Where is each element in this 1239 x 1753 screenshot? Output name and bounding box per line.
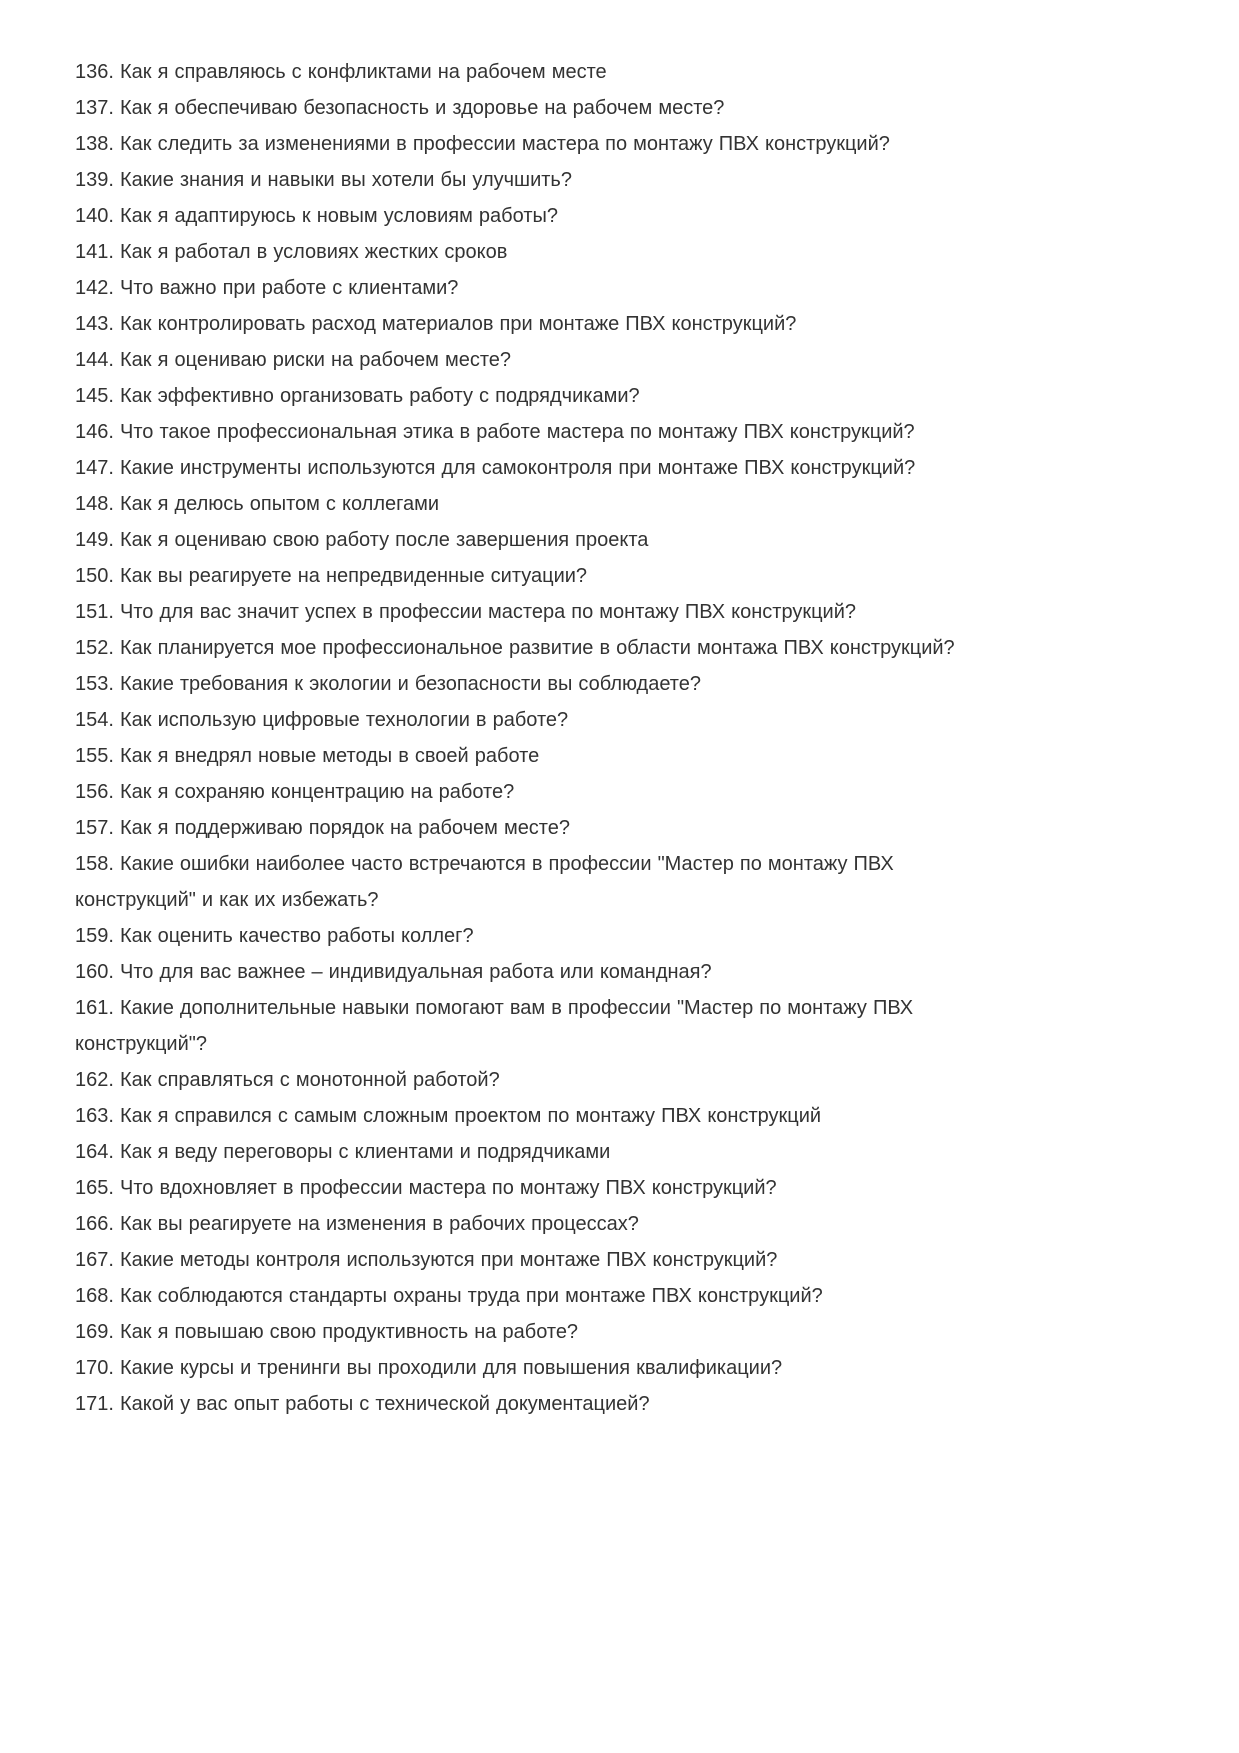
item-text: Как я справился с самым сложным проектом по монтажу ПВХ конструкций bbox=[120, 1105, 822, 1127]
item-number: 171. bbox=[75, 1393, 114, 1415]
list-item bbox=[75, 198, 960, 234]
list-item bbox=[75, 954, 960, 990]
item-number: 167. bbox=[75, 1249, 114, 1271]
item-text: Как я внедрял новые методы в своей работе bbox=[120, 745, 540, 767]
list-item bbox=[75, 306, 960, 342]
item-text: Какие дополнительные навыки помогают вам в профессии "Мастер по монтажу ПВХ конструкций"? bbox=[75, 997, 914, 1055]
item-number: 165. bbox=[75, 1177, 114, 1199]
list-item bbox=[75, 342, 960, 378]
list-item bbox=[75, 918, 960, 954]
item-number: 151. bbox=[75, 601, 114, 623]
item-text: Что для вас значит успех в профессии мастера по монтажу ПВХ конструкций? bbox=[120, 601, 857, 623]
item-number: 145. bbox=[75, 385, 114, 407]
list-item bbox=[75, 1278, 960, 1314]
item-number: 157. bbox=[75, 817, 114, 839]
list-item bbox=[75, 846, 960, 918]
item-number: 168. bbox=[75, 1285, 114, 1307]
list-item bbox=[75, 702, 960, 738]
item-number: 141. bbox=[75, 241, 114, 263]
item-number: 166. bbox=[75, 1213, 114, 1235]
list-item bbox=[75, 1386, 960, 1422]
item-number: 144. bbox=[75, 349, 114, 371]
question-list bbox=[75, 54, 960, 1422]
item-text: Какие курсы и тренинги вы проходили для повышения квалификации? bbox=[120, 1357, 783, 1379]
item-text: Какие методы контроля используются при монтаже ПВХ конструкций? bbox=[120, 1249, 778, 1271]
item-number: 162. bbox=[75, 1069, 114, 1091]
item-text: Как я делюсь опытом с коллегами bbox=[120, 493, 440, 515]
item-text: Какие инструменты используются для самоконтроля при монтаже ПВХ конструкций? bbox=[120, 457, 916, 479]
item-number: 142. bbox=[75, 277, 114, 299]
item-number: 137. bbox=[75, 97, 114, 119]
list-item bbox=[75, 234, 960, 270]
list-item bbox=[75, 90, 960, 126]
list-item bbox=[75, 1098, 960, 1134]
item-text: Как я поддерживаю порядок на рабочем месте? bbox=[120, 817, 570, 839]
list-item bbox=[75, 270, 960, 306]
item-text: Как я оцениваю свою работу после завершения проекта bbox=[120, 529, 649, 551]
list-item bbox=[75, 738, 960, 774]
list-item bbox=[75, 162, 960, 198]
item-number: 156. bbox=[75, 781, 114, 803]
item-number: 152. bbox=[75, 637, 114, 659]
list-item bbox=[75, 1134, 960, 1170]
item-text: Как соблюдаются стандарты охраны труда при монтаже ПВХ конструкций? bbox=[120, 1285, 823, 1307]
item-text: Как планируется мое профессиональное развитие в области монтажа ПВХ конструкций? bbox=[120, 637, 955, 659]
list-item bbox=[75, 54, 960, 90]
item-text: Что важно при работе с клиентами? bbox=[120, 277, 459, 299]
item-number: 155. bbox=[75, 745, 114, 767]
item-number: 140. bbox=[75, 205, 114, 227]
item-text: Какой у вас опыт работы с технической документацией? bbox=[120, 1393, 650, 1415]
item-number: 136. bbox=[75, 61, 114, 83]
item-number: 143. bbox=[75, 313, 114, 335]
item-number: 147. bbox=[75, 457, 114, 479]
item-number: 170. bbox=[75, 1357, 114, 1379]
item-number: 146. bbox=[75, 421, 114, 443]
item-text: Как контролировать расход материалов при монтаже ПВХ конструкций? bbox=[120, 313, 797, 335]
list-item bbox=[75, 810, 960, 846]
item-number: 138. bbox=[75, 133, 114, 155]
list-item bbox=[75, 594, 960, 630]
item-text: Какие требования к экологии и безопасности вы соблюдаете? bbox=[120, 673, 701, 695]
list-item bbox=[75, 126, 960, 162]
item-number: 159. bbox=[75, 925, 114, 947]
item-number: 153. bbox=[75, 673, 114, 695]
item-number: 163. bbox=[75, 1105, 114, 1127]
item-number: 150. bbox=[75, 565, 114, 587]
item-text: Как эффективно организовать работу с подрядчиками? bbox=[120, 385, 640, 407]
list-item bbox=[75, 1062, 960, 1098]
list-item bbox=[75, 558, 960, 594]
item-text: Как я повышаю свою продуктивность на работе? bbox=[120, 1321, 579, 1343]
list-item bbox=[75, 450, 960, 486]
item-number: 161. bbox=[75, 997, 114, 1019]
list-item bbox=[75, 1314, 960, 1350]
list-item bbox=[75, 774, 960, 810]
item-text: Как я адаптируюсь к новым условиям работы? bbox=[120, 205, 558, 227]
item-text: Как я обеспечиваю безопасность и здоровье на рабочем месте? bbox=[120, 97, 725, 119]
list-item bbox=[75, 486, 960, 522]
list-item bbox=[75, 1350, 960, 1386]
item-text: Какие знания и навыки вы хотели бы улучшить? bbox=[120, 169, 572, 191]
item-number: 160. bbox=[75, 961, 114, 983]
list-item bbox=[75, 630, 960, 666]
list-item bbox=[75, 666, 960, 702]
item-text: Как следить за изменениями в профессии мастера по монтажу ПВХ конструкций? bbox=[120, 133, 890, 155]
item-number: 139. bbox=[75, 169, 114, 191]
list-item bbox=[75, 414, 960, 450]
item-text: Как вы реагируете на изменения в рабочих процессах? bbox=[120, 1213, 639, 1235]
item-text: Что такое профессиональная этика в работе мастера по монтажу ПВХ конструкций? bbox=[120, 421, 915, 443]
item-text: Как я веду переговоры с клиентами и подрядчиками bbox=[120, 1141, 611, 1163]
item-text: Как справляться с монотонной работой? bbox=[120, 1069, 500, 1091]
item-text: Как я работал в условиях жестких сроков bbox=[120, 241, 508, 263]
item-text: Что вдохновляет в профессии мастера по монтажу ПВХ конструкций? bbox=[120, 1177, 777, 1199]
list-item bbox=[75, 1206, 960, 1242]
item-number: 149. bbox=[75, 529, 114, 551]
item-text: Как оценить качество работы коллег? bbox=[120, 925, 474, 947]
item-number: 148. bbox=[75, 493, 114, 515]
item-number: 154. bbox=[75, 709, 114, 731]
list-item bbox=[75, 378, 960, 414]
item-text: Как вы реагируете на непредвиденные ситуации? bbox=[120, 565, 588, 587]
item-number: 164. bbox=[75, 1141, 114, 1163]
list-item bbox=[75, 1170, 960, 1206]
item-text: Какие ошибки наиболее часто встречаются в профессии "Мастер по монтажу ПВХ конструкций" и как их избежать? bbox=[75, 853, 894, 911]
list-item bbox=[75, 990, 960, 1062]
item-text: Как я сохраняю концентрацию на работе? bbox=[120, 781, 515, 803]
item-text: Как я оцениваю риски на рабочем месте? bbox=[120, 349, 512, 371]
item-number: 158. bbox=[75, 853, 114, 875]
item-text: Как я справляюсь с конфликтами на рабочем месте bbox=[120, 61, 607, 83]
list-item bbox=[75, 522, 960, 558]
item-number: 169. bbox=[75, 1321, 114, 1343]
item-text: Что для вас важнее – индивидуальная работа или командная? bbox=[120, 961, 712, 983]
item-text: Как использую цифровые технологии в работе? bbox=[120, 709, 569, 731]
list-item bbox=[75, 1242, 960, 1278]
